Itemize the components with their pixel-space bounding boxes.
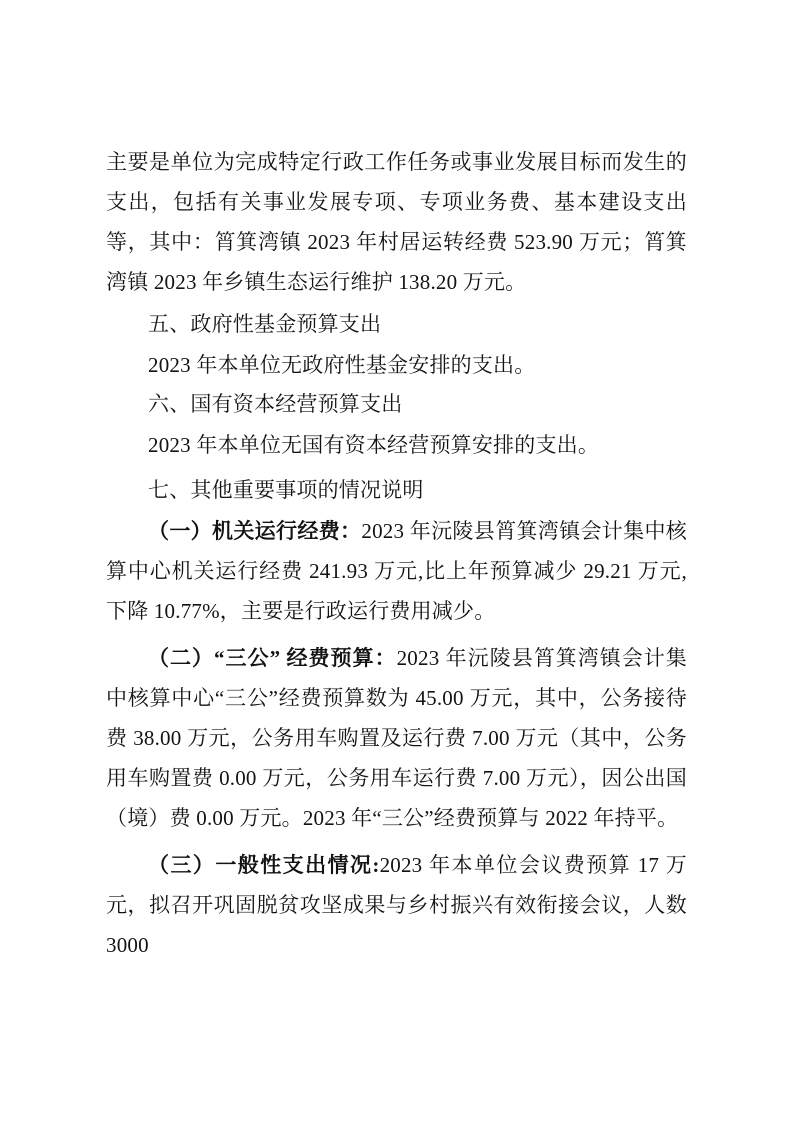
paragraph-lead-three-public-budget: （二）“三公” 经费预算： xyxy=(148,646,397,670)
section-heading-other-matters: 七、其他重要事项的情况说明 xyxy=(148,479,424,502)
paragraph-three-public-budget xyxy=(106,638,687,838)
document-content xyxy=(106,142,687,965)
paragraph-lead-general-expenditure: （三）一般性支出情况: xyxy=(148,853,380,877)
paragraph-government-funds: 2023 年本单位无政府性基金安排的支出。 xyxy=(148,353,536,377)
paragraph-text-operating-expenses: 2023 年沅陵县筲箕湾镇会计集中核算中心机关运行经费 241.93 万元,比上年预算减少 29.21 万元,下降 10.77%，主要是行政运行费用减少。 xyxy=(106,519,687,623)
section-heading-government-funds: 五、政府性基金预算支出 xyxy=(148,313,382,336)
paragraph-state-capital: 2023 年本单位无国有资本经营预算安排的支出。 xyxy=(148,433,600,457)
paragraph-text-general-expenditure: 2023 年本单位会议费预算 17 万元，拟召开巩固脱贫攻坚成果与乡村振兴有效衔接会议，人数 3000 xyxy=(106,853,687,957)
paragraph-text-three-public-budget: 2023 年沅陵县筲箕湾镇会计集中核算中心“三公”经费预算数为 45.00 万元，其中，公务接待费 38.00 万元，公务用车购置及运行费 7.00 万元（其中，公务用车购置费 0.00 万元，公务用车运行费 7.00 万元），因公出国（境）费 0.00 万元。2023 年“三公”经费预算与 2022 年持平。 xyxy=(106,646,687,830)
section-heading-state-capital: 六、国有资本经营预算支出 xyxy=(148,393,403,416)
paragraph-lead-operating-expenses: （一）机关运行经费： xyxy=(148,519,362,543)
paragraph-continuation: 主要是单位为完成特定行政工作任务或事业发展目标而发生的支出，包括有关事业发展专项、专项业务费、基本建设支出等，其中：筲箕湾镇 2023 年村居运转经费 523.90 万元；筲箕湾镇 2023 年乡镇生态运行维护 138.20 万元。 xyxy=(106,150,687,294)
paragraph-operating-expenses xyxy=(106,511,687,631)
paragraph-general-expenditure xyxy=(106,845,687,965)
